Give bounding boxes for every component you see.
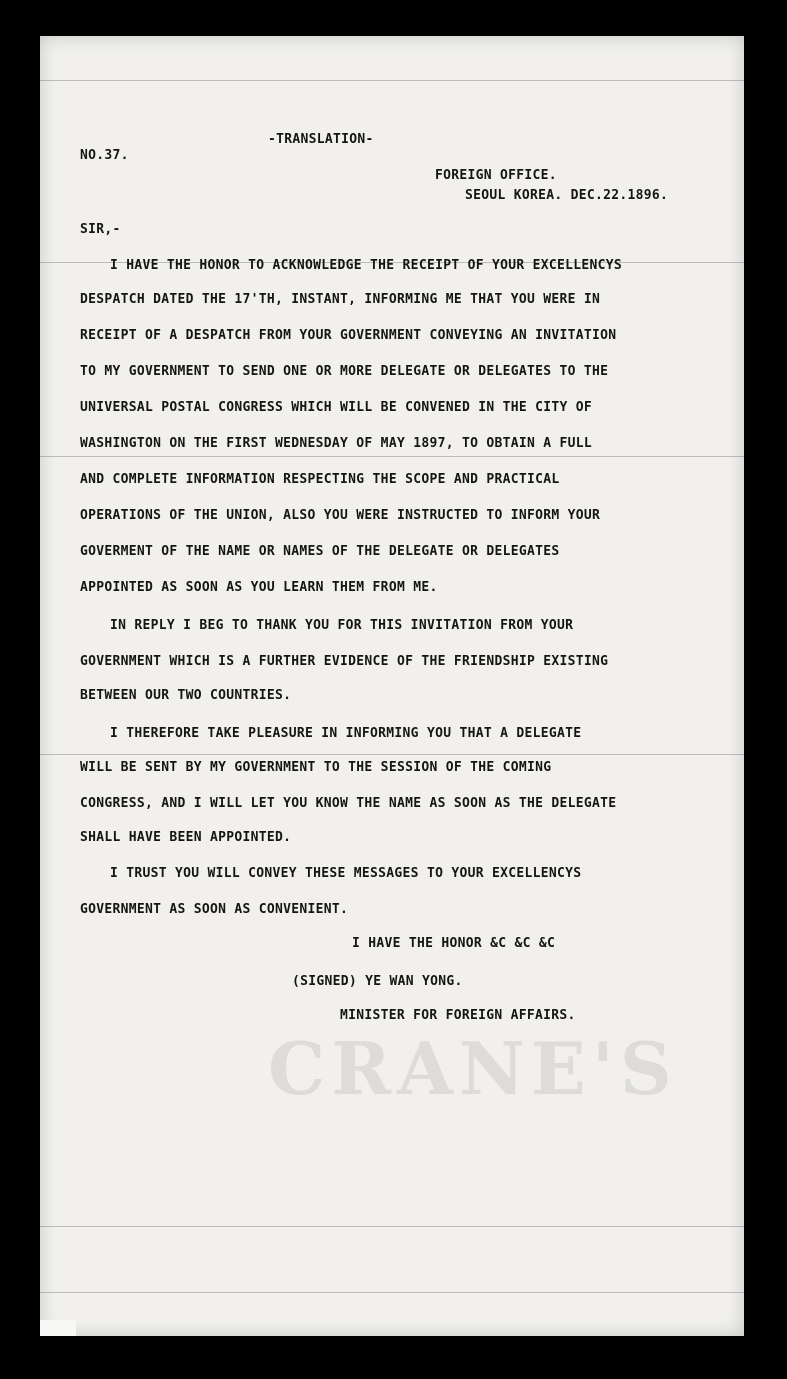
body-line: GOVERMENT OF THE NAME OR NAMES OF THE DELEGATE OR DELEGATES [80,544,560,559]
letter-body [40,36,744,1336]
body-line: APPOINTED AS SOON AS YOU LEARN THEM FROM ME. [80,580,438,595]
body-line: DESPATCH DATED THE 17'TH, INSTANT, INFORMING ME THAT YOU WERE IN [80,292,601,307]
paper-edge-strip [40,1320,76,1336]
signature-line: (SIGNED) YE WAN YONG. [292,974,463,989]
document-sheet [40,36,744,1336]
body-line: CONGRESS, AND I WILL LET YOU KNOW THE NAME AS SOON AS THE DELEGATE [80,796,617,811]
document-number: NO.37. [80,148,129,163]
body-line: UNIVERSAL POSTAL CONGRESS WHICH WILL BE CONVENED IN THE CITY OF [80,400,592,415]
body-line: IN REPLY I BEG TO THANK YOU FOR THIS INVITATION FROM YOUR [110,618,574,633]
office-location-date: SEOUL KOREA. DEC.22.1896. [465,188,669,203]
body-line: TO MY GOVERNMENT TO SEND ONE OR MORE DELEGATE OR DELEGATES TO THE [80,364,609,379]
body-line: GOVERNMENT WHICH IS A FURTHER EVIDENCE OF THE FRIENDSHIP EXISTING [80,654,609,669]
body-line: RECEIPT OF A DESPATCH FROM YOUR GOVERNMENT CONVEYING AN INVITATION [80,328,617,343]
body-line: I THEREFORE TAKE PLEASURE IN INFORMING YOU THAT A DELEGATE [110,726,582,741]
body-line: SHALL HAVE BEEN APPOINTED. [80,830,292,845]
body-line: I TRUST YOU WILL CONVEY THESE MESSAGES TO YOUR EXCELLENCYS [110,866,582,881]
closing-line: I HAVE THE HONOR &C &C &C [352,936,556,951]
body-line: AND COMPLETE INFORMATION RESPECTING THE SCOPE AND PRACTICAL [80,472,560,487]
body-line: WASHINGTON ON THE FIRST WEDNESDAY OF MAY 1897, TO OBTAIN A FULL [80,436,592,451]
salutation: SIR,- [80,222,121,237]
body-line: OPERATIONS OF THE UNION, ALSO YOU WERE INSTRUCTED TO INFORM YOUR [80,508,601,523]
watermark-stamp: CRANE'S [268,1026,678,1111]
body-line: BETWEEN OUR TWO COUNTRIES. [80,688,292,703]
document-title: -TRANSLATION- [268,132,374,147]
body-line: WILL BE SENT BY MY GOVERNMENT TO THE SESSION OF THE COMING [80,760,552,775]
body-line: GOVERNMENT AS SOON AS CONVENIENT. [80,902,349,917]
signatory-title: MINISTER FOR FOREIGN AFFAIRS. [340,1008,576,1023]
body-line: I HAVE THE HONOR TO ACKNOWLEDGE THE RECEIPT OF YOUR EXCELLENCYS [110,258,622,273]
office-name: FOREIGN OFFICE. [435,168,557,183]
